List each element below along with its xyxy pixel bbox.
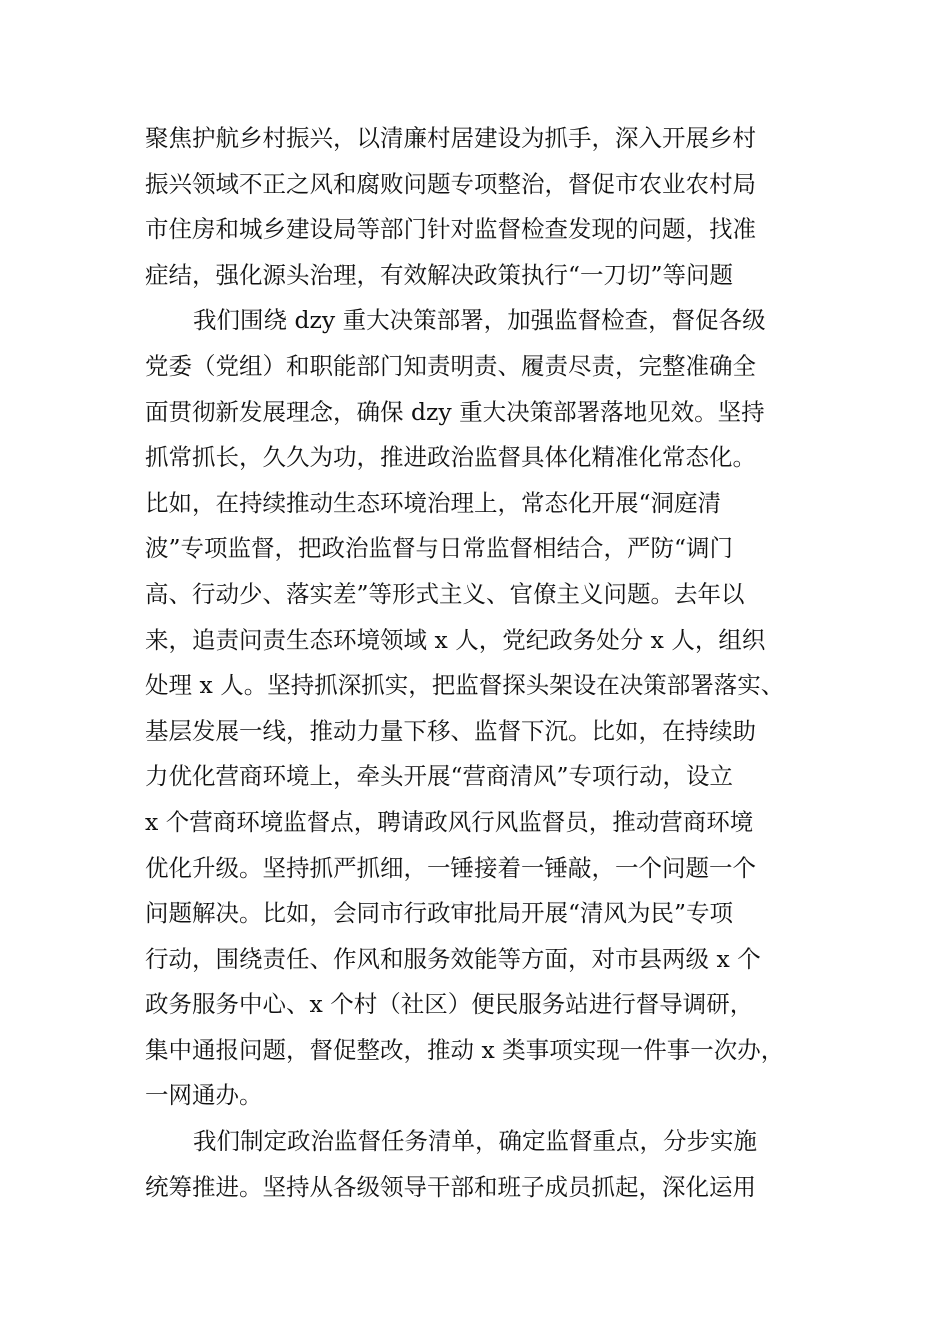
text-line: x 个营商环境监督点，聘请政风行风监督员，推动营商环境 bbox=[145, 807, 754, 836]
text-line: 高、行动少、落实差”等形式主义、官僚主义问题。去年以 bbox=[145, 579, 745, 608]
text-line: 统筹推进。坚持从各级领导干部和班子成员抓起，深化运用 bbox=[145, 1172, 756, 1201]
text-line: 问题解决。比如，会同市行政审批局开展“清风为民”专项 bbox=[145, 899, 734, 928]
text-line: 行动，围绕责任、作风和服务效能等方面，对市县两级 x 个 bbox=[145, 944, 761, 973]
text-line: 党委（党组）和职能部门知责明责、履责尽责，完整准确全 bbox=[145, 351, 756, 380]
text-line: 政务服务中心、x 个村（社区）便民服务站进行督导调研， bbox=[145, 990, 754, 1019]
text-line: 力优化营商环境上，牵头开展“营商清风”专项行动，设立 bbox=[145, 762, 734, 791]
body-text bbox=[145, 116, 820, 1210]
text-line: 比如，在持续推动生态环境治理上，常态化开展“洞庭清 bbox=[145, 488, 722, 517]
text-line: 症结，强化源头治理，有效解决政策执行“一刀切”等问题 bbox=[145, 260, 734, 289]
text-line: 市住房和城乡建设局等部门针对监督检查发现的问题，找准 bbox=[145, 215, 756, 244]
text-line: 波”专项监督，把政治监督与日常监督相结合，严防“调门 bbox=[145, 534, 734, 563]
text-line: 集中通报问题，督促整改，推动 x 类事项实现一件事一次办， bbox=[145, 1035, 785, 1064]
text-line: 面贯彻新发展理念，确保 dzy 重大决策部署落地见效。坚持 bbox=[145, 397, 765, 426]
text-line: 一网通办。 bbox=[145, 1081, 263, 1110]
paragraph-start-line: 我们围绕 dzy 重大决策部署，加强监督检查，督促各级 bbox=[193, 306, 766, 335]
text-line: 来，追责问责生态环境领域 x 人，党纪政务处分 x 人，组织 bbox=[145, 625, 766, 654]
text-line: 优化升级。坚持抓严抓细，一锤接着一锤敲，一个问题一个 bbox=[145, 853, 756, 882]
paragraph-start-line: 我们制定政治监督任务清单，确定监督重点，分步实施 bbox=[193, 1127, 757, 1156]
text-line: 振兴领域不正之风和腐败问题专项整治，督促市农业农村局 bbox=[145, 169, 756, 198]
text-line: 基层发展一线，推动力量下移、监督下沉。比如，在持续助 bbox=[145, 716, 756, 745]
text-line: 聚焦护航乡村振兴，以清廉村居建设为抓手，深入开展乡村 bbox=[145, 124, 756, 152]
text-line: 抓常抓长，久久为功，推进政治监督具体化精准化常态化。 bbox=[145, 443, 756, 472]
text-line: 处理 x 人。坚持抓深抓实，把监督探头架设在决策部署落实、 bbox=[145, 671, 785, 700]
